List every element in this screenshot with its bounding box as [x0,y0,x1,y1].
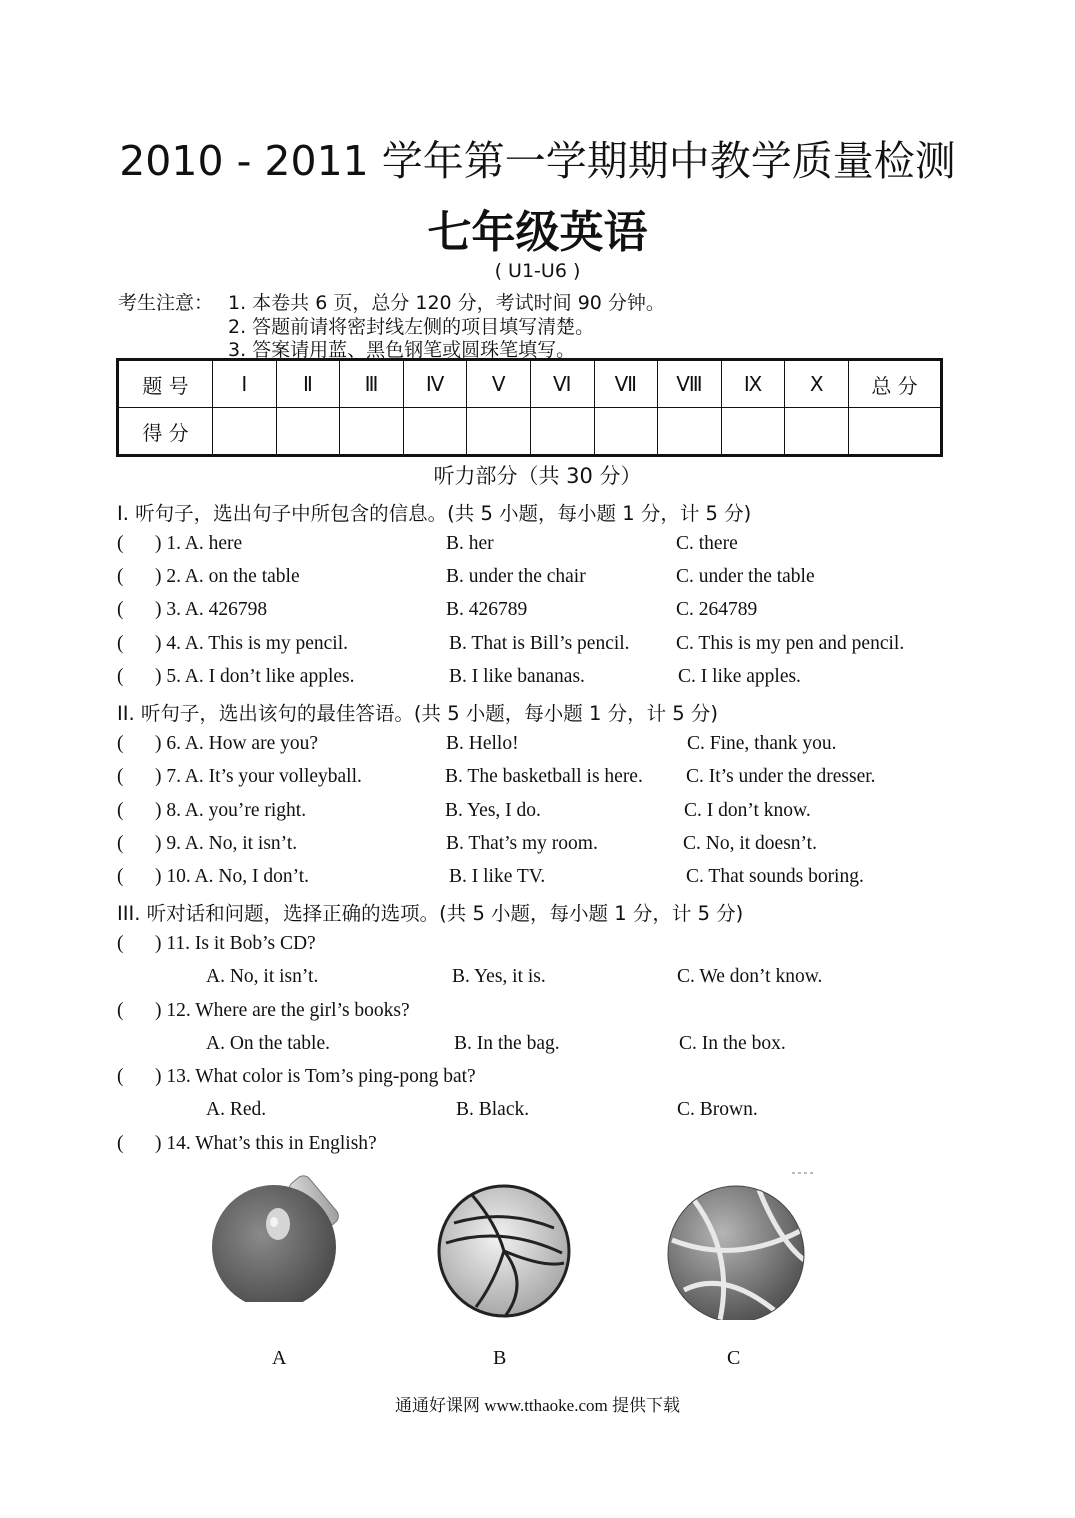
notice-item: 3. 答案请用蓝、黑色钢笔或圆珠笔填写。 [228,339,576,361]
question-option-b: B. 426789 [446,599,528,620]
question-option-c: C. there [676,533,738,554]
question-option-a: ) 5. A. I don’t like apples. [155,666,355,687]
question-option-b: B. That’s my room. [446,833,598,854]
question-option-a: ) 9. A. No, it isn’t. [155,833,298,854]
question-option-a: ) 6. A. How are you? [155,733,318,754]
question-option-a: ) 7. A. It’s your volleyball. [155,766,362,787]
answer-paren[interactable]: ( [117,866,124,887]
score-cell[interactable] [849,408,942,456]
answer-paren[interactable]: ( [117,833,124,854]
question-option-c: C. 264789 [676,599,758,620]
score-table [116,358,943,457]
picture-label-c: C [727,1347,741,1369]
question-option-a: ) 8. A. you’re right. [155,800,307,821]
picture-label-b: B [493,1347,507,1369]
question-option-c: C. No, it doesn’t. [683,833,817,854]
answer-paren[interactable]: ( [117,566,124,587]
answer-paren[interactable]: ( [117,1000,124,1021]
notice-item: 1. 本卷共 6 页，总分 120 分，考试时间 90 分钟。 [228,292,665,314]
section-heading: I. 听句子，选出句子中所包含的信息。(共 5 小题，每小题 1 分，计 5 分) [117,502,752,525]
question-option-b: B. under the chair [446,566,586,587]
score-cell[interactable] [213,408,277,456]
footer-text: 通通好课网 www.tthaoke.com 提供下载 [394,1396,681,1415]
score-cell[interactable] [594,408,658,456]
score-cell[interactable] [340,408,404,456]
question-option-b: B. Hello! [446,733,519,754]
column-header: Ⅳ [403,360,467,408]
column-header: Ⅶ [594,360,658,408]
question-option-b: B. The basketball is here. [445,766,643,787]
question-option-c: C. under the table [676,566,815,587]
question-option-b: B. That is Bill’s pencil. [449,633,630,654]
question-option-a: ) 3. A. 426798 [155,599,268,620]
answer-paren[interactable]: ( [117,1066,124,1087]
answer-paren[interactable]: ( [117,1133,124,1154]
column-header: Ⅲ [340,360,404,408]
question-option-c: C. Brown. [677,1099,758,1120]
question-option-c: C. We don’t know. [677,966,823,987]
table-row [118,408,942,456]
column-header: Ⅹ [785,360,849,408]
listening-section-title: 听力部分（共 30 分） [433,464,642,488]
total-header: 总 分 [849,360,942,408]
question-option-c: C. Fine, thank you. [687,733,837,754]
question-option-b: B. Yes, it is. [452,966,546,987]
answer-paren[interactable]: ( [117,633,124,654]
column-header: Ⅱ [276,360,340,408]
column-header: Ⅸ [721,360,785,408]
section-heading: III. 听对话和问题，选择正确的选项。(共 5 小题，每小题 1 分，计 5 分) [117,902,744,925]
score-cell[interactable] [467,408,531,456]
answer-paren[interactable]: ( [117,666,124,687]
question-option-b: B. In the bag. [454,1033,560,1054]
question-option-c: C. I like apples. [678,666,801,687]
answer-paren[interactable]: ( [117,766,124,787]
question-option-a: A. No, it isn’t. [206,966,319,987]
question-option-b: B. her [446,533,494,554]
question-option-c: C. This is my pen and pencil. [676,633,905,654]
score-cell[interactable] [403,408,467,456]
ping-pong-bat-icon [206,1172,346,1302]
score-cell[interactable] [658,408,722,456]
row-label: 题 号 [118,360,213,408]
question-stem: ) 11. Is it Bob’s CD? [155,933,316,954]
section-heading: II. 听句子，选出该句的最佳答语。(共 5 小题，每小题 1 分，计 5 分) [117,702,719,725]
basketball-icon [664,1170,814,1320]
question-option-c: C. I don’t know. [684,800,811,821]
question-option-c: C. In the box. [679,1033,786,1054]
score-cell[interactable] [721,408,785,456]
question-option-a: ) 4. A. This is my pencil. [155,633,349,654]
column-header: Ⅷ [658,360,722,408]
score-cell[interactable] [276,408,340,456]
score-cell[interactable] [530,408,594,456]
score-cell[interactable] [785,408,849,456]
question-option-b: B. Black. [456,1099,530,1120]
question-option-a: ) 2. A. on the table [155,566,300,587]
picture-label-a: A [272,1347,287,1369]
answer-paren[interactable]: ( [117,533,124,554]
question-option-a: A. Red. [206,1099,267,1120]
question-stem: ) 13. What color is Tom’s ping-pong bat? [155,1066,476,1087]
question-option-a: ) 1. A. here [155,533,243,554]
row-label: 得 分 [118,408,213,456]
question-option-b: B. Yes, I do. [445,800,541,821]
exam-title: 2010 - 2011 学年第一学期期中教学质量检测 [119,137,956,185]
answer-paren[interactable]: ( [117,733,124,754]
question-stem: ) 12. Where are the girl’s books? [155,1000,410,1021]
notice-label: 考生注意： [118,292,214,314]
table-row [118,360,942,408]
answer-paren[interactable]: ( [117,800,124,821]
question-option-a: A. On the table. [206,1033,331,1054]
answer-paren[interactable]: ( [117,933,124,954]
volleyball-icon [434,1183,574,1319]
column-header: Ⅵ [530,360,594,408]
question-option-b: B. I like TV. [449,866,546,887]
subject-title: 七年级英语 [427,207,648,258]
answer-paren[interactable]: ( [117,599,124,620]
question-option-c: C. It’s under the dresser. [686,766,876,787]
question-option-c: C. That sounds boring. [686,866,864,887]
column-header: Ⅴ [467,360,531,408]
question-stem: ) 14. What’s this in English? [155,1133,377,1154]
question-option-b: B. I like bananas. [449,666,585,687]
question-option-a: ) 10. A. No, I don’t. [155,866,310,887]
notice-item: 2. 答题前请将密封线左侧的项目填写清楚。 [228,316,595,338]
column-header: Ⅰ [213,360,277,408]
unit-scope: ( U1-U6 ) [494,260,581,282]
